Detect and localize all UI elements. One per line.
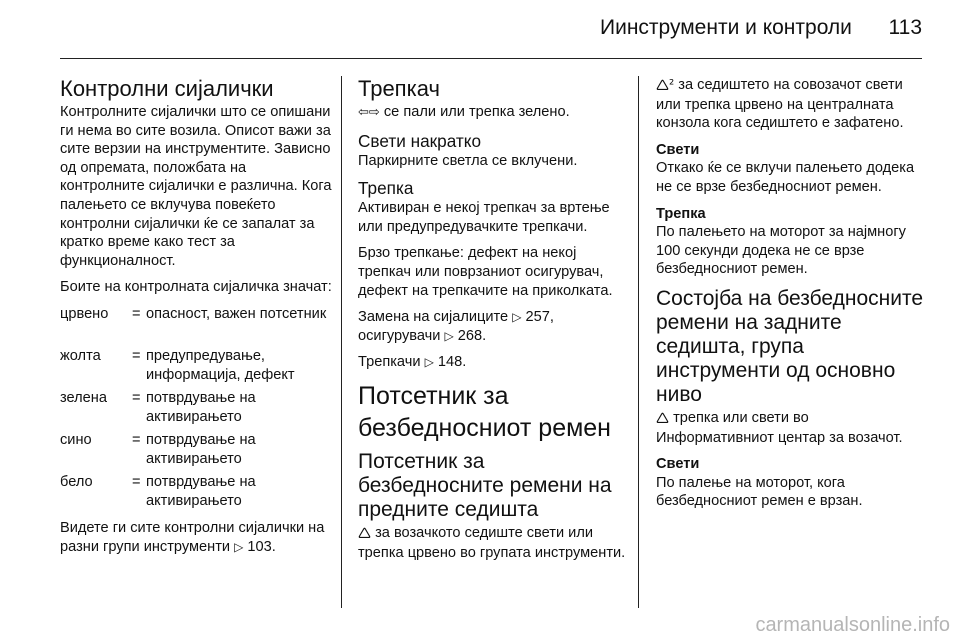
column-1 — [60, 76, 332, 564]
table-row — [60, 305, 332, 347]
seatbelt-icon: 🛆 — [656, 410, 670, 426]
paragraph-fast-flashing: Брзо трепкање: дефект на некој трепкач или поврзаниот осигурувач, дефект на трепкачите на приколката. — [358, 245, 613, 299]
paragraph-lit-briefly: Паркирните светла се вклучени. — [358, 152, 578, 169]
color-term: бело — [60, 473, 93, 490]
section-heading-warning-lights: Контролни сијалички — [60, 76, 274, 101]
paragraph-passenger-seatbelt — [656, 76, 926, 133]
table-row — [60, 389, 332, 431]
arrow-ref-icon: ▷ — [444, 328, 454, 343]
paragraph-driver-seatbelt — [358, 524, 628, 562]
section-heading-turn-signal: Трепкач — [358, 76, 440, 101]
paragraph-turn-signal-intro — [358, 103, 628, 123]
rear-seatbelt-text: трепка или свети во Информативниот центар за возачот. — [656, 409, 903, 446]
paragraph-colors-meaning: Боите на контролната сијаличка значат: — [60, 279, 332, 296]
page-reference-link[interactable]: 148. — [437, 354, 467, 371]
page-reference-link[interactable]: 103. — [247, 538, 276, 555]
column-divider-1 — [341, 76, 342, 608]
reference-fuses-text: осигурувачи — [358, 327, 441, 344]
paragraph-lit-buckled: По палење на моторот, кога безбедносниот ремен е врзан. — [656, 474, 863, 510]
watermark: carmanualsonline.info — [755, 614, 950, 636]
driver-seatbelt-text: за возачкото седиште свети или трепка црвено во групата инструменти. — [358, 524, 626, 561]
arrow-ref-icon: ▷ — [424, 355, 434, 370]
page-reference-link[interactable]: 268. — [457, 327, 487, 344]
color-definition: предупредување, информација, дефект — [146, 347, 295, 383]
passenger-seatbelt-text: за седиштето на совозачот свети или трепка црвено на централната конзола кога седиштето е зафатено. — [656, 77, 904, 132]
paragraph-flashing: По палењето на моторот за најмногу 100 секунди додека не се врзе безбедносниот ремен. — [656, 224, 906, 278]
reference-bulb-text: Замена на сијалиците — [358, 309, 509, 326]
equals-sign: = — [132, 473, 141, 490]
color-term: сино — [60, 431, 92, 448]
seatbelt-icon: 🛆 — [358, 525, 372, 541]
section-heading-rear-seatbelt-status: Состојба на безбедносните ремени на задните седишта, група инструменти од основно ниво — [656, 286, 924, 406]
column-2 — [358, 76, 628, 570]
subheading-flashing: Трепка — [656, 205, 706, 222]
color-definition: опасност, важен потсетник — [146, 305, 327, 322]
equals-sign: = — [132, 431, 141, 448]
header-divider — [60, 58, 922, 59]
equals-sign: = — [132, 305, 141, 322]
color-definition: потврдување на активирањето — [146, 473, 256, 509]
subheading-front-seatbelt-reminder: Потсетник за безбедносните ремени на предните седишта — [358, 449, 612, 521]
page-number: 113 — [888, 16, 922, 39]
paragraph-references — [358, 308, 628, 345]
page-header-title: Иинструменти и контроли — [600, 16, 852, 39]
paragraph-see-all — [60, 519, 332, 556]
paragraph-flashing: Активиран е некој трепкач за вртење или предупредувачките трепкачи. — [358, 200, 610, 235]
subheading-lit: Свети — [656, 456, 700, 473]
color-definition: потврдување на активирањето — [146, 431, 256, 467]
arrow-ref-icon: ▷ — [234, 539, 244, 554]
color-term: зелена — [60, 389, 107, 406]
subheading-lit: Свети — [656, 141, 700, 158]
table-row — [60, 473, 332, 515]
color-definition-table — [60, 305, 332, 515]
color-term: црвено — [60, 305, 109, 322]
page-reference-link[interactable]: 257, — [525, 309, 554, 326]
table-row — [60, 347, 332, 389]
color-term: жолта — [60, 347, 101, 364]
equals-sign: = — [132, 389, 141, 406]
reference-turn-signals-text: Трепкачи — [358, 354, 421, 371]
column-3 — [656, 76, 926, 519]
paragraph-turn-signals-ref — [358, 353, 628, 372]
subheading-lit-briefly: Свети накратко — [358, 130, 482, 151]
equals-sign: = — [132, 347, 141, 364]
see-all-text: Видете ги сите контролни сијалички на разни групи инструменти — [60, 519, 325, 555]
arrow-ref-icon: ▷ — [512, 310, 522, 325]
subheading-flashing: Трепка — [358, 178, 414, 199]
paragraph-intro: Контролните сијалички што се опишани ги нема во сите возила. Описот важи за сите верзии на инструментите. Зависно од опремата, положбата на контролните сијалички е различна. Кога палењето се вклучува повеќето контролни сијалички ќе се запалат за кратко време како тест за функционалност. — [60, 104, 332, 269]
paragraph-lit: Откако ќе се вклучи палењето додека не се врзе безбедносниот ремен. — [656, 160, 915, 195]
column-divider-2 — [638, 76, 639, 608]
turn-signal-icon: ⇦⇨ — [358, 105, 380, 120]
turn-signal-intro-text: се пали или трепка зелено. — [383, 104, 570, 120]
paragraph-rear-seatbelt — [656, 409, 926, 447]
seatbelt-passenger-icon: 🛆² — [656, 78, 675, 93]
color-definition: потврдување на активирањето — [146, 389, 256, 425]
section-heading-seatbelt-reminder: Потсетник за безбедносниот ремен — [358, 381, 611, 442]
table-row — [60, 431, 332, 473]
